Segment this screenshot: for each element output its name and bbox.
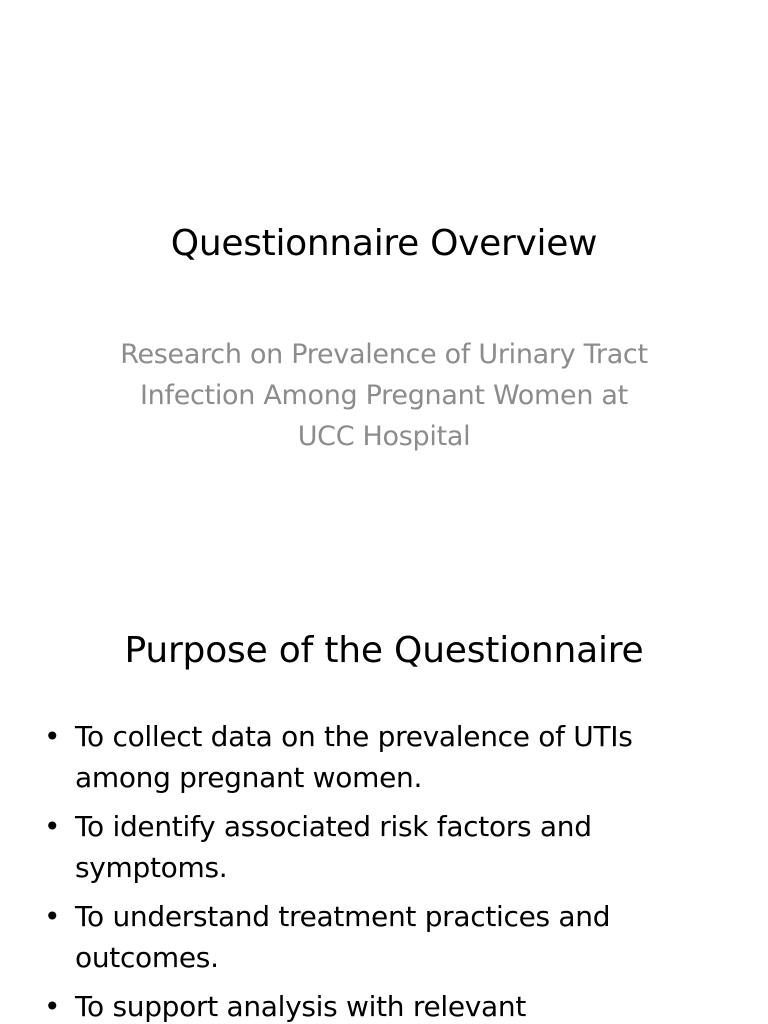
bullet-dot-icon: •	[44, 990, 61, 1023]
bullet-dot-icon: •	[44, 810, 61, 843]
bullet-item	[38, 986, 718, 1024]
bullet-list	[38, 716, 718, 1024]
bullet-text: To understand treatment practices and outcomes.	[75, 900, 611, 974]
bullet-item	[38, 896, 718, 978]
slide-subtitle: Research on Prevalence of Urinary Tract Infection Among Pregnant Women at UCC Hospital	[120, 339, 648, 452]
bullet-text: To collect data on the prevalence of UTIs among pregnant women.	[75, 720, 633, 794]
bullet-text: To support analysis with relevant	[75, 990, 527, 1023]
content-slide	[0, 576, 768, 1024]
bullet-text: To identify associated risk factors and symptoms.	[75, 810, 592, 884]
bullet-item	[38, 806, 718, 888]
slide-title: Purpose of the Questionnaire	[124, 630, 644, 671]
slide-title: Questionnaire Overview	[170, 223, 598, 264]
bullet-item	[38, 716, 718, 798]
bullet-dot-icon: •	[44, 900, 61, 933]
bullet-dot-icon: •	[44, 720, 61, 753]
